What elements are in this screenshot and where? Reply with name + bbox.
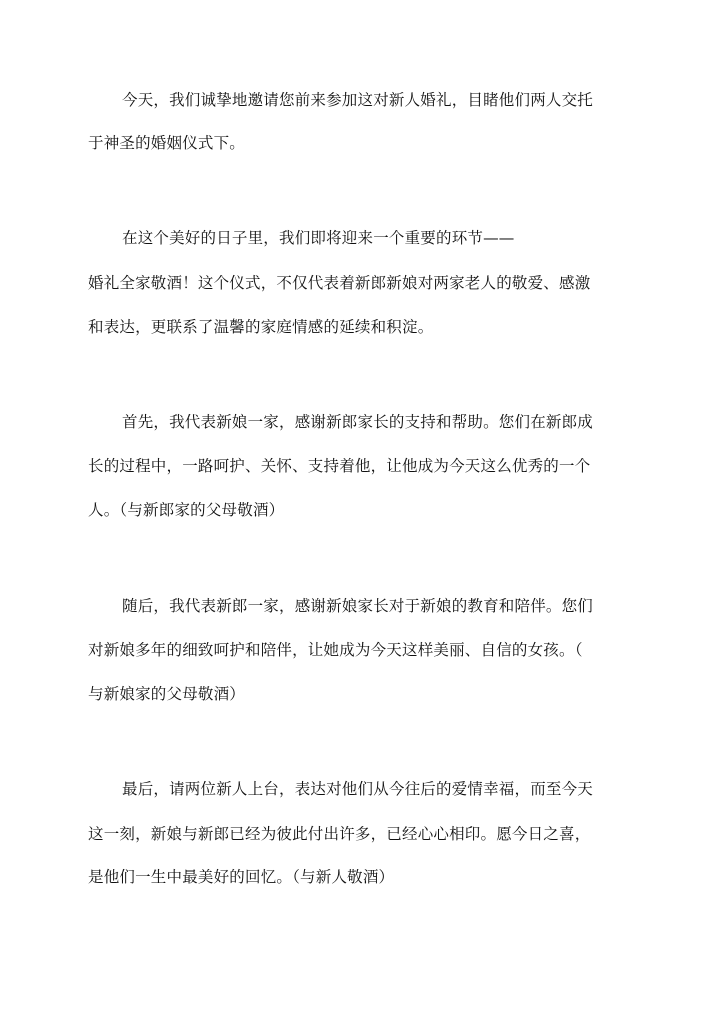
paragraph-4-line-2: 对新娘多年的细致呵护和陪伴，让她成为今天这样美丽、自信的女孩。（ [88,641,583,659]
paragraph-5-line-3: 是他们一生中最美好的回忆。（与新人敬酒） [88,868,395,886]
paragraph-4-line-3: 与新娘家的父母敬酒） [88,685,246,703]
paragraph-3-line-3: 人。（与新郎家的父母敬酒） [88,501,285,519]
paragraph-4-line-1: 随后，我代表新郎一家，感谢新娘家长对于新娘的教育和陪伴。您们 [122,597,594,615]
paragraph-2-line-2: 婚礼全家敬酒！这个仪式，不仅代表着新郎新娘对两家老人的敬爱、感激 [88,274,591,292]
paragraph-5-line-2: 这一刻，新娘与新郎已经为彼此付出许多，已经心心相印。愿今日之喜， [88,825,591,843]
paragraph-3-line-1: 首先，我代表新娘一家，感谢新郎家长的支持和帮助。您们在新郎成 [122,413,594,431]
paragraph-3-line-2: 长的过程中，一路呵护、关怀、支持着他，让他成为今天这么优秀的一个 [88,457,591,475]
paragraph-1-line-1: 今天，我们诚挚地邀请您前来参加这对新人婚礼，目睹他们两人交托 [122,91,594,109]
paragraph-2-line-1: 在这个美好的日子里，我们即将迎来一个重要的环节—— [122,229,515,247]
paragraph-5-line-1: 最后，请两位新人上台，表达对他们从今往后的爱情幸福，而至今天 [122,780,594,798]
paragraph-1-line-2: 于神圣的婚姻仪式下。 [88,134,246,152]
paragraph-2-line-3: 和表达，更联系了温馨的家庭情感的延续和积淀。 [88,318,434,336]
